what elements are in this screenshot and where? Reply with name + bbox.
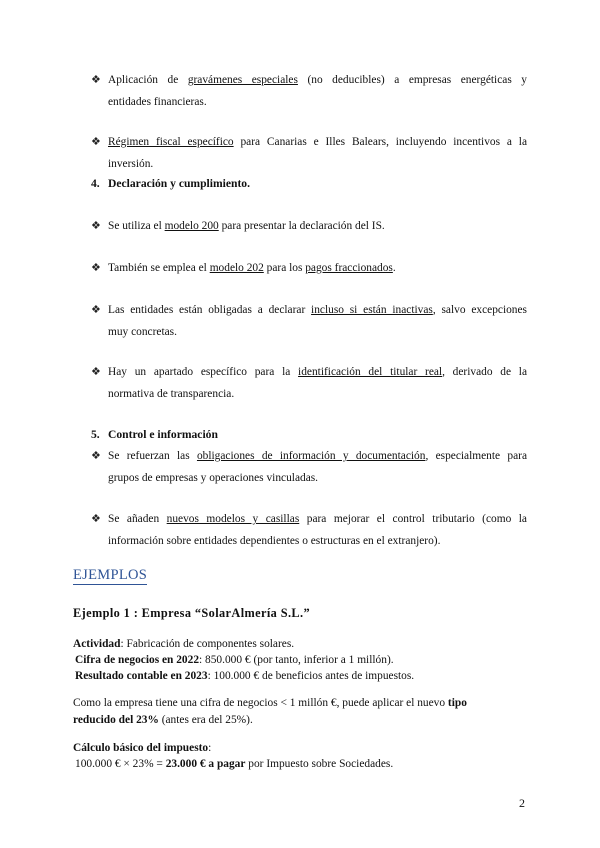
calculation-line: 100.000 € × 23% = 23.000 € a pagar por Impuesto sobre Sociedades.	[75, 758, 394, 770]
bullet-item: ❖ Hay un apartado específico para la identificación del titular real, derivado de la normativa de transparencia.	[91, 361, 527, 405]
diamond-bullet-icon: ❖	[91, 74, 101, 86]
diamond-bullet-icon: ❖	[91, 304, 101, 316]
diamond-bullet-icon: ❖	[91, 220, 101, 232]
bullet-item: ❖ Se añaden nuevos modelos y casillas para mejorar el control tributario (como la información sobre entidades dependientes o estructuras en el extranjero).	[91, 508, 527, 552]
diamond-bullet-icon: ❖	[91, 136, 101, 148]
section-heading-4: 4. Declaración y cumplimiento.	[91, 177, 251, 190]
diamond-bullet-icon: ❖	[91, 450, 101, 462]
diamond-bullet-icon: ❖	[91, 366, 101, 378]
bullet-item: ❖ Las entidades están obligadas a declarar incluso si están inactivas, salvo excepciones muy concretas.	[91, 299, 527, 343]
resultado-line: Resultado contable en 2023: 100.000 € de beneficios antes de impuestos.	[75, 670, 415, 682]
bullet-item: ❖ Régimen fiscal específico para Canarias e Illes Balears, incluyendo incentivos a la inversión.	[91, 131, 527, 175]
cifra-line: Cifra de negocios en 2022: 850.000 € (por tanto, inferior a 1 millón).	[75, 654, 394, 666]
paragraph: Como la empresa tiene una cifra de negocios < 1 millón €, puede aplicar el nuevo tipo reducido del 23% (antes era del 25%).	[73, 697, 467, 726]
bullet-item: ❖ Aplicación de gravámenes especiales (no deducibles) a empresas energéticas y entidades financieras.	[91, 69, 527, 113]
bullet-item: ❖ También se emplea el modelo 202 para los pagos fraccionados.	[91, 257, 527, 279]
example-title: Ejemplo 1 : Empresa “SolarAlmería S.L.”	[73, 606, 311, 620]
bullet-item: ❖ Se utiliza el modelo 200 para presentar la declaración del IS.	[91, 215, 527, 237]
calculation-label: Cálculo básico del impuesto:	[73, 742, 212, 754]
bullet-item: ❖ Se refuerzan las obligaciones de información y documentación, especialmente para grupos de empresas y operaciones vinculadas.	[91, 445, 527, 489]
diamond-bullet-icon: ❖	[91, 262, 101, 274]
section-title: EJEMPLOS	[73, 567, 148, 583]
page-number: 2	[519, 796, 525, 810]
section-heading-5: 5. Control e información	[91, 428, 218, 441]
diamond-bullet-icon: ❖	[91, 513, 101, 525]
actividad-line: Actividad: Fabricación de componentes solares.	[73, 638, 295, 650]
